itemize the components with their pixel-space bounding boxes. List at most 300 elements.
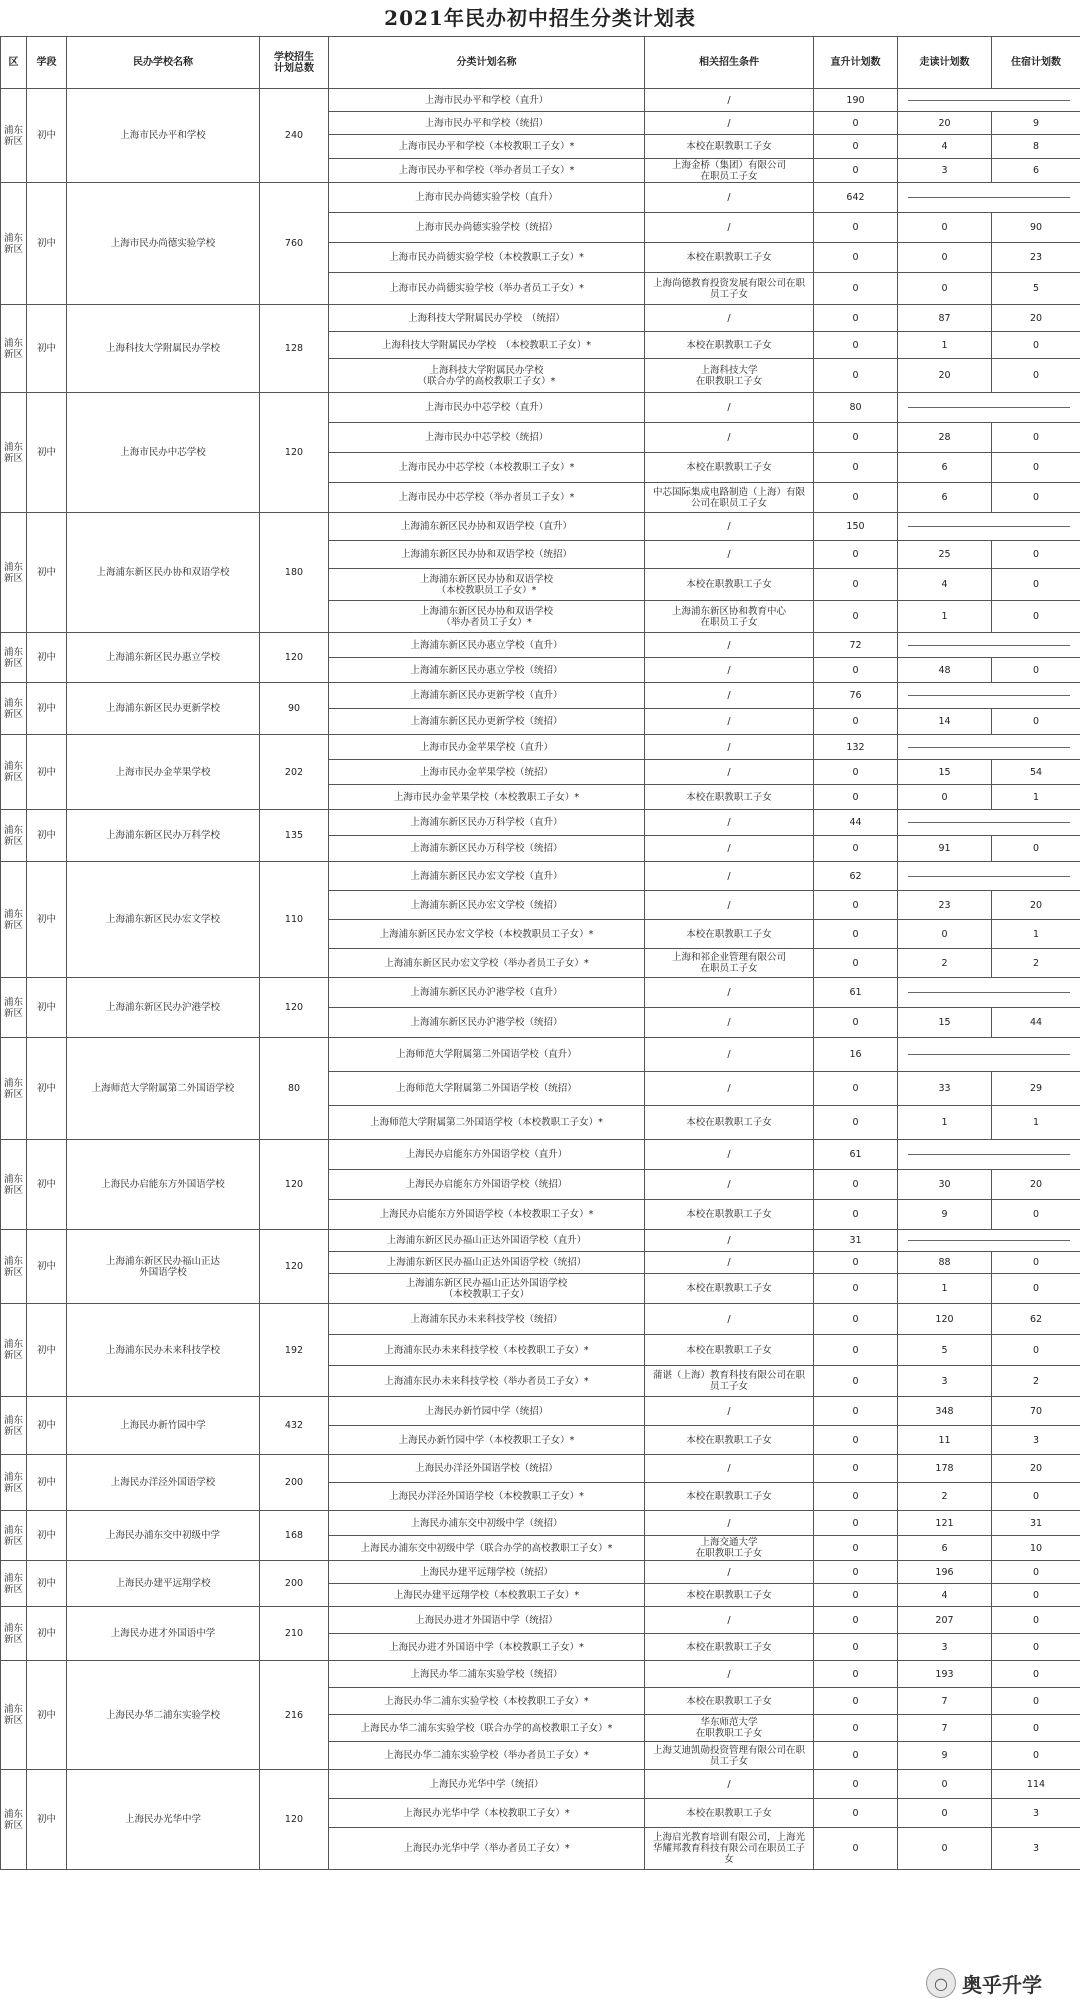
header-board: 住宿计划数 [992, 37, 1080, 89]
direct-count-cell: 0 [814, 1799, 898, 1828]
merged-dash-cell [898, 810, 1080, 836]
stage-cell: 初中 [27, 1561, 67, 1607]
condition-cell: / [645, 305, 814, 332]
district-cell: 浦东新区 [1, 1397, 27, 1455]
day-count-cell: 88 [898, 1252, 992, 1274]
total-cell: 90 [260, 683, 329, 735]
dash-line [908, 1054, 1070, 1055]
table-row [1, 810, 1080, 836]
condition-cell: 本校在职教职工子女 [645, 1483, 814, 1511]
header-stage: 学段 [27, 37, 67, 89]
direct-count-cell: 76 [814, 683, 898, 709]
condition-cell: 上海科技大学 在职教职工子女 [645, 359, 814, 393]
direct-count-cell: 16 [814, 1038, 898, 1072]
condition-cell: 上海尚德教育投资发展有限公司在职 员工子女 [645, 273, 814, 305]
direct-count-cell: 0 [814, 1634, 898, 1661]
stage-cell: 初中 [27, 978, 67, 1038]
condition-cell: / [645, 633, 814, 658]
direct-count-cell: 0 [814, 949, 898, 978]
plan-name-cell: 上海市民办尚德实验学校（统招） [329, 213, 645, 243]
direct-count-cell: 80 [814, 393, 898, 423]
plan-name-cell: 上海民办启能东方外国语学校（统招） [329, 1170, 645, 1200]
dash-line [908, 992, 1070, 993]
direct-count-cell: 0 [814, 1828, 898, 1870]
condition-cell: / [645, 978, 814, 1008]
condition-cell: 本校在职教职工子女 [645, 1106, 814, 1140]
stage-cell: 初中 [27, 1140, 67, 1230]
table-row [1, 735, 1080, 760]
condition-cell: 本校在职教职工子女 [645, 135, 814, 159]
day-count-cell: 1 [898, 601, 992, 633]
plan-name-cell: 上海民办光华中学（统招） [329, 1770, 645, 1799]
stage-cell: 初中 [27, 683, 67, 735]
stage-cell: 初中 [27, 1038, 67, 1140]
board-count-cell: 1 [992, 785, 1080, 810]
board-count-cell: 9 [992, 112, 1080, 135]
day-count-cell: 4 [898, 1584, 992, 1607]
plan-name-cell: 上海民办洋泾外国语学校（本校教职工子女）* [329, 1483, 645, 1511]
board-count-cell: 44 [992, 1008, 1080, 1038]
page-title: 2021年民办初中招生分类计划表 [384, 6, 696, 30]
day-count-cell: 28 [898, 423, 992, 453]
condition-cell: / [645, 89, 814, 112]
table-row [1, 1140, 1080, 1170]
day-count-cell: 48 [898, 658, 992, 683]
district-cell: 浦东新区 [1, 735, 27, 810]
direct-count-cell: 0 [814, 1483, 898, 1511]
board-count-cell: 62 [992, 1304, 1080, 1335]
total-cell: 120 [260, 1230, 329, 1304]
condition-cell: 上海金桥（集团）有限公司 在职员工子女 [645, 159, 814, 183]
plan-name-cell: 上海浦东新区民办沪港学校（直升） [329, 978, 645, 1008]
stage-cell: 初中 [27, 1511, 67, 1561]
plan-name-cell: 上海浦东新区民办福山正达外国语学校 （本校教职工子女） [329, 1274, 645, 1304]
stage-cell: 初中 [27, 1770, 67, 1870]
board-count-cell: 0 [992, 1200, 1080, 1230]
board-count-cell: 0 [992, 359, 1080, 393]
direct-count-cell: 0 [814, 1072, 898, 1106]
total-cell: 192 [260, 1304, 329, 1397]
condition-cell: / [645, 658, 814, 683]
day-count-cell: 2 [898, 949, 992, 978]
direct-count-cell: 0 [814, 836, 898, 862]
board-count-cell: 29 [992, 1072, 1080, 1106]
plan-name-cell: 上海浦东民办未来科技学校（统招） [329, 1304, 645, 1335]
table-row [1, 862, 1080, 891]
direct-count-cell: 44 [814, 810, 898, 836]
condition-cell: / [645, 423, 814, 453]
district-cell: 浦东新区 [1, 810, 27, 862]
board-count-cell: 0 [992, 836, 1080, 862]
board-count-cell: 0 [992, 1688, 1080, 1715]
stage-cell: 初中 [27, 810, 67, 862]
plan-name-cell: 上海浦东新区民办福山正达外国语学校（直升） [329, 1230, 645, 1252]
plan-name-cell: 上海浦东新区民办沪港学校（统招） [329, 1008, 645, 1038]
board-count-cell: 2 [992, 949, 1080, 978]
total-cell: 80 [260, 1038, 329, 1140]
condition-cell: 华东师范大学 在职教职工子女 [645, 1715, 814, 1742]
direct-count-cell: 0 [814, 569, 898, 601]
plan-name-cell: 上海民办建平远翔学校（统招） [329, 1561, 645, 1584]
district-cell: 浦东新区 [1, 1455, 27, 1511]
direct-count-cell: 0 [814, 483, 898, 513]
condition-cell: / [645, 810, 814, 836]
district-cell: 浦东新区 [1, 393, 27, 513]
plan-name-cell: 上海科技大学附属民办学校 （联合办学的高校教职工子女）* [329, 359, 645, 393]
header-condition: 相关招生条件 [645, 37, 814, 89]
watermark [918, 1964, 1050, 2002]
direct-count-cell: 0 [814, 423, 898, 453]
board-count-cell: 20 [992, 305, 1080, 332]
direct-count-cell: 0 [814, 601, 898, 633]
board-count-cell: 1 [992, 920, 1080, 949]
plan-name-cell: 上海师范大学附属第二外国语学校（统招） [329, 1072, 645, 1106]
board-count-cell: 10 [992, 1536, 1080, 1561]
school-name-cell: 上海市民办金苹果学校 [67, 735, 260, 810]
header-row [1, 37, 1080, 89]
school-name-cell: 上海师范大学附属第二外国语学校 [67, 1038, 260, 1140]
day-count-cell: 3 [898, 159, 992, 183]
school-name-cell: 上海民办洋泾外国语学校 [67, 1455, 260, 1511]
school-name-cell: 上海浦东新区民办宏文学校 [67, 862, 260, 978]
table-row [1, 633, 1080, 658]
day-count-cell: 6 [898, 483, 992, 513]
direct-count-cell: 0 [814, 1584, 898, 1607]
merged-dash-cell [898, 862, 1080, 891]
plan-name-cell: 上海民办光华中学（举办者员工子女）* [329, 1828, 645, 1870]
plan-name-cell: 上海民办华二浦东实验学校（联合办学的高校教职工子女）* [329, 1715, 645, 1742]
plan-name-cell: 上海浦东新区民办宏文学校（本校教职员工子女）* [329, 920, 645, 949]
plan-name-cell: 上海市民办中芯学校（举办者员工子女）* [329, 483, 645, 513]
board-count-cell: 0 [992, 483, 1080, 513]
plan-name-cell: 上海浦东民办未来科技学校（本校教职工子女）* [329, 1335, 645, 1366]
condition-cell: / [645, 1661, 814, 1688]
day-count-cell: 9 [898, 1742, 992, 1770]
day-count-cell: 121 [898, 1511, 992, 1536]
day-count-cell: 207 [898, 1607, 992, 1634]
school-name-cell: 上海民办新竹园中学 [67, 1397, 260, 1455]
table-row [1, 183, 1080, 213]
day-count-cell: 0 [898, 1770, 992, 1799]
board-count-cell: 1 [992, 1106, 1080, 1140]
direct-count-cell: 72 [814, 633, 898, 658]
direct-count-cell: 0 [814, 1170, 898, 1200]
board-count-cell: 0 [992, 1634, 1080, 1661]
merged-dash-cell [898, 513, 1080, 541]
board-count-cell: 3 [992, 1828, 1080, 1870]
table-row [1, 1455, 1080, 1483]
school-name-cell: 上海民办光华中学 [67, 1770, 260, 1870]
direct-count-cell: 132 [814, 735, 898, 760]
day-count-cell: 6 [898, 1536, 992, 1561]
direct-count-cell: 0 [814, 1274, 898, 1304]
plan-name-cell: 上海市民办尚德实验学校（直升） [329, 183, 645, 213]
board-count-cell: 20 [992, 1170, 1080, 1200]
condition-cell: / [645, 1304, 814, 1335]
board-count-cell: 0 [992, 1742, 1080, 1770]
total-cell: 168 [260, 1511, 329, 1561]
condition-cell: 上海启光教育培训有限公司，上海光 华耀邦教育科技有限公司在职员工子 女 [645, 1828, 814, 1870]
table-row [1, 1561, 1080, 1584]
school-name-cell: 上海市民办平和学校 [67, 89, 260, 183]
plan-name-cell: 上海浦东新区民办万科学校（统招） [329, 836, 645, 862]
condition-cell: 本校在职教职工子女 [645, 1335, 814, 1366]
day-count-cell: 196 [898, 1561, 992, 1584]
day-count-cell: 7 [898, 1715, 992, 1742]
condition-cell: / [645, 1561, 814, 1584]
direct-count-cell: 0 [814, 1426, 898, 1455]
direct-count-cell: 0 [814, 1561, 898, 1584]
merged-dash-cell [898, 978, 1080, 1008]
condition-cell: 本校在职教职工子女 [645, 453, 814, 483]
plan-name-cell: 上海民办华二浦东实验学校（统招） [329, 1661, 645, 1688]
stage-cell: 初中 [27, 1230, 67, 1304]
table-body [1, 89, 1080, 1870]
board-count-cell: 6 [992, 159, 1080, 183]
school-name-cell: 上海民办启能东方外国语学校 [67, 1140, 260, 1230]
stage-cell: 初中 [27, 1607, 67, 1661]
day-count-cell: 3 [898, 1366, 992, 1397]
plan-name-cell: 上海浦东新区民办协和双语学校 （本校教职员工子女）* [329, 569, 645, 601]
total-cell: 200 [260, 1455, 329, 1511]
day-count-cell: 33 [898, 1072, 992, 1106]
board-count-cell: 0 [992, 1661, 1080, 1688]
condition-cell: 本校在职教职工子女 [645, 1799, 814, 1828]
stage-cell: 初中 [27, 183, 67, 305]
plan-name-cell: 上海民办进才外国语中学（本校教职工子女）* [329, 1634, 645, 1661]
school-name-cell: 上海浦东新区民办协和双语学校 [67, 513, 260, 633]
day-count-cell: 0 [898, 1799, 992, 1828]
day-count-cell: 15 [898, 760, 992, 785]
board-count-cell: 20 [992, 891, 1080, 920]
stage-cell: 初中 [27, 89, 67, 183]
board-count-cell: 0 [992, 1483, 1080, 1511]
direct-count-cell: 0 [814, 1688, 898, 1715]
direct-count-cell: 0 [814, 453, 898, 483]
day-count-cell: 11 [898, 1426, 992, 1455]
day-count-cell: 0 [898, 785, 992, 810]
plan-name-cell: 上海浦东新区民办宏文学校（统招） [329, 891, 645, 920]
stage-cell: 初中 [27, 393, 67, 513]
condition-cell: 本校在职教职工子女 [645, 1200, 814, 1230]
direct-count-cell: 0 [814, 1252, 898, 1274]
condition-cell: 本校在职教职工子女 [645, 1426, 814, 1455]
stage-cell: 初中 [27, 1455, 67, 1511]
condition-cell: / [645, 1455, 814, 1483]
direct-count-cell: 0 [814, 1455, 898, 1483]
direct-count-cell: 0 [814, 112, 898, 135]
board-count-cell: 0 [992, 1335, 1080, 1366]
board-count-cell: 0 [992, 332, 1080, 359]
total-cell: 135 [260, 810, 329, 862]
condition-cell: / [645, 1397, 814, 1426]
direct-count-cell: 62 [814, 862, 898, 891]
district-cell: 浦东新区 [1, 1038, 27, 1140]
plan-name-cell: 上海师范大学附属第二外国语学校（直升） [329, 1038, 645, 1072]
direct-count-cell: 0 [814, 305, 898, 332]
plan-name-cell: 上海浦东新区民办协和双语学校（直升） [329, 513, 645, 541]
plan-name-cell: 上海民办启能东方外国语学校（本校教职工子女）* [329, 1200, 645, 1230]
stage-cell: 初中 [27, 1304, 67, 1397]
condition-cell: 本校在职教职工子女 [645, 569, 814, 601]
day-count-cell: 0 [898, 273, 992, 305]
direct-count-cell: 31 [814, 1230, 898, 1252]
plan-name-cell: 上海浦东新区民办惠立学校（直升） [329, 633, 645, 658]
day-count-cell: 87 [898, 305, 992, 332]
condition-cell: 本校在职教职工子女 [645, 243, 814, 273]
board-count-cell: 90 [992, 213, 1080, 243]
dash-line [908, 1240, 1070, 1241]
header-district: 区 [1, 37, 27, 89]
direct-count-cell: 0 [814, 1304, 898, 1335]
total-cell: 210 [260, 1607, 329, 1661]
board-count-cell: 0 [992, 1715, 1080, 1742]
stage-cell: 初中 [27, 862, 67, 978]
direct-count-cell: 0 [814, 1742, 898, 1770]
condition-cell: / [645, 1230, 814, 1252]
day-count-cell: 5 [898, 1335, 992, 1366]
day-count-cell: 4 [898, 135, 992, 159]
school-name-cell: 上海浦东新区民办福山正达 外国语学校 [67, 1230, 260, 1304]
condition-cell: / [645, 1511, 814, 1536]
condition-cell: / [645, 1770, 814, 1799]
stage-cell: 初中 [27, 633, 67, 683]
merged-dash-cell [898, 683, 1080, 709]
condition-cell: / [645, 393, 814, 423]
chat-bubble-icon: ○ [926, 1968, 956, 1998]
header-total: 学校招生计划总数 [260, 37, 329, 89]
direct-count-cell: 0 [814, 1335, 898, 1366]
condition-cell: 蒲谌（上海）教育科技有限公司在职 员工子女 [645, 1366, 814, 1397]
direct-count-cell: 0 [814, 891, 898, 920]
direct-count-cell: 642 [814, 183, 898, 213]
condition-cell: 本校在职教职工子女 [645, 1584, 814, 1607]
table-row [1, 683, 1080, 709]
header-direct: 直升计划数 [814, 37, 898, 89]
plan-name-cell: 上海民办进才外国语中学（统招） [329, 1607, 645, 1634]
total-cell: 240 [260, 89, 329, 183]
merged-dash-cell [898, 393, 1080, 423]
table-row [1, 978, 1080, 1008]
condition-cell: / [645, 836, 814, 862]
direct-count-cell: 0 [814, 709, 898, 735]
day-count-cell: 4 [898, 569, 992, 601]
plan-name-cell: 上海师范大学附属第二外国语学校（本校教职工子女）* [329, 1106, 645, 1140]
total-cell: 760 [260, 183, 329, 305]
merged-dash-cell [898, 183, 1080, 213]
district-cell: 浦东新区 [1, 1511, 27, 1561]
condition-cell: / [645, 1072, 814, 1106]
plan-name-cell: 上海市民办平和学校（举办者员工子女）* [329, 159, 645, 183]
total-cell: 120 [260, 633, 329, 683]
plan-name-cell: 上海市民办平和学校（本校教职工子女）* [329, 135, 645, 159]
direct-count-cell: 0 [814, 359, 898, 393]
school-name-cell: 上海浦东新区民办万科学校 [67, 810, 260, 862]
table-row [1, 1770, 1080, 1799]
direct-count-cell: 0 [814, 1536, 898, 1561]
district-cell: 浦东新区 [1, 1140, 27, 1230]
direct-count-cell: 0 [814, 1366, 898, 1397]
direct-count-cell: 0 [814, 920, 898, 949]
day-count-cell: 0 [898, 920, 992, 949]
board-count-cell: 0 [992, 709, 1080, 735]
plan-name-cell: 上海浦东新区民办万科学校（直升） [329, 810, 645, 836]
school-name-cell: 上海浦东民办未来科技学校 [67, 1304, 260, 1397]
board-count-cell: 0 [992, 423, 1080, 453]
merged-dash-cell [898, 735, 1080, 760]
day-count-cell: 91 [898, 836, 992, 862]
school-name-cell: 上海市民办中芯学校 [67, 393, 260, 513]
plan-name-cell: 上海科技大学附属民办学校 （统招） [329, 305, 645, 332]
plan-name-cell: 上海市民办中芯学校（直升） [329, 393, 645, 423]
header-day: 走读计划数 [898, 37, 992, 89]
condition-cell: 上海浦东新区协和教育中心 在职员工子女 [645, 601, 814, 633]
total-cell: 120 [260, 1770, 329, 1870]
district-cell: 浦东新区 [1, 1661, 27, 1770]
day-count-cell: 2 [898, 1483, 992, 1511]
plan-name-cell: 上海市民办金苹果学校（统招） [329, 760, 645, 785]
dash-line [908, 407, 1070, 408]
condition-cell: 本校在职教职工子女 [645, 1274, 814, 1304]
plan-name-cell: 上海市民办金苹果学校（本校教职工子女）* [329, 785, 645, 810]
day-count-cell: 15 [898, 1008, 992, 1038]
plan-name-cell: 上海民办建平远翔学校（本校教职工子女）* [329, 1584, 645, 1607]
board-count-cell: 3 [992, 1799, 1080, 1828]
plan-name-cell: 上海市民办金苹果学校（直升） [329, 735, 645, 760]
condition-cell: / [645, 862, 814, 891]
direct-count-cell: 0 [814, 1770, 898, 1799]
total-cell: 216 [260, 1661, 329, 1770]
board-count-cell: 0 [992, 569, 1080, 601]
direct-count-cell: 0 [814, 135, 898, 159]
board-count-cell: 70 [992, 1397, 1080, 1426]
total-cell: 120 [260, 393, 329, 513]
school-name-cell: 上海浦东新区民办惠立学校 [67, 633, 260, 683]
direct-count-cell: 0 [814, 159, 898, 183]
district-cell: 浦东新区 [1, 1770, 27, 1870]
condition-cell: 上海交通大学 在职教职工子女 [645, 1536, 814, 1561]
day-count-cell: 20 [898, 359, 992, 393]
direct-count-cell: 0 [814, 213, 898, 243]
condition-cell: 本校在职教职工子女 [645, 785, 814, 810]
dash-line [908, 197, 1070, 198]
table-row [1, 89, 1080, 112]
direct-count-cell: 0 [814, 785, 898, 810]
condition-cell: / [645, 1140, 814, 1170]
district-cell: 浦东新区 [1, 633, 27, 683]
plan-name-cell: 上海市民办中芯学校（统招） [329, 423, 645, 453]
total-cell: 180 [260, 513, 329, 633]
board-count-cell: 0 [992, 541, 1080, 569]
day-count-cell: 20 [898, 112, 992, 135]
day-count-cell: 0 [898, 243, 992, 273]
stage-cell: 初中 [27, 1397, 67, 1455]
school-name-cell: 上海民办进才外国语中学 [67, 1607, 260, 1661]
day-count-cell: 25 [898, 541, 992, 569]
direct-count-cell: 61 [814, 978, 898, 1008]
board-count-cell: 0 [992, 1252, 1080, 1274]
direct-count-cell: 0 [814, 658, 898, 683]
plan-name-cell: 上海浦东新区民办宏文学校（直升） [329, 862, 645, 891]
day-count-cell: 348 [898, 1397, 992, 1426]
plan-name-cell: 上海浦东民办未来科技学校（举办者员工子女）* [329, 1366, 645, 1397]
direct-count-cell: 61 [814, 1140, 898, 1170]
merged-dash-cell [898, 1140, 1080, 1170]
dash-line [908, 876, 1070, 877]
plan-name-cell: 上海浦东新区民办协和双语学校（统招） [329, 541, 645, 569]
table-row [1, 1607, 1080, 1634]
plan-name-cell: 上海民办新竹园中学（本校教职工子女）* [329, 1426, 645, 1455]
